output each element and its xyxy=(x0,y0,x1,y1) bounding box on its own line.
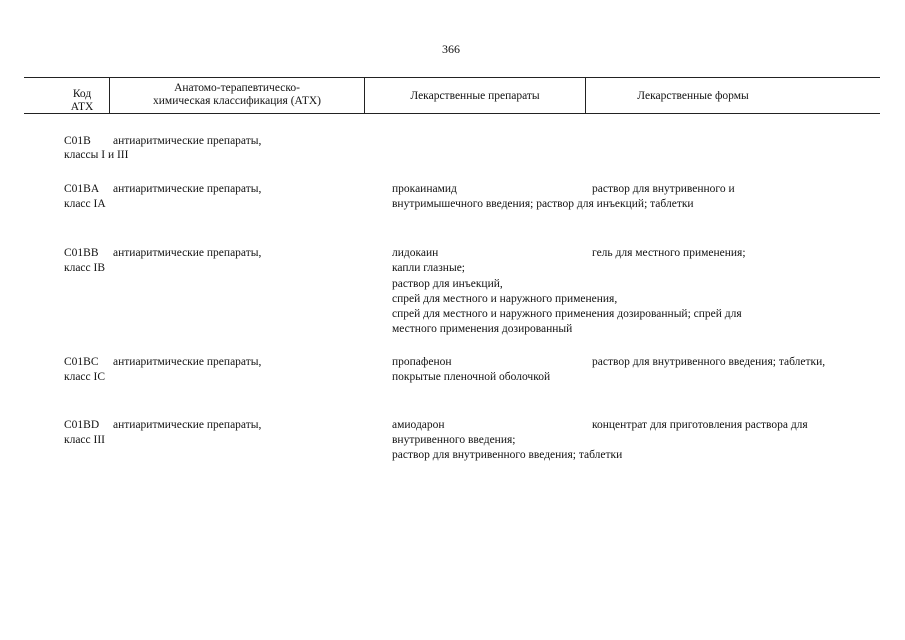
row-atc-name: антиаритмические препараты, xyxy=(113,419,262,431)
row-code: C01B xyxy=(64,135,91,147)
table-header-bottom-rule xyxy=(24,113,880,114)
row-drug: лидокаин xyxy=(392,247,439,259)
row-form-continuation: капли глазные; xyxy=(392,262,465,274)
row-form-continuation: покрытые пленочной оболочкой xyxy=(392,371,551,383)
row-class: класс IA xyxy=(64,198,106,210)
row-atc-name: антиаритмические препараты, xyxy=(113,183,262,195)
header-column-divider xyxy=(364,77,365,113)
row-form: раствор для внутривенного и xyxy=(592,183,735,195)
row-atc-name: антиаритмические препараты, xyxy=(113,247,262,259)
row-class: класс IC xyxy=(64,371,106,383)
row-form: концентрат для приготовления раствора для xyxy=(592,419,808,431)
row-form-continuation: внутривенного введения; xyxy=(392,434,516,446)
row-form-continuation: внутримышечного введения; раствор для инъекций; таблетки xyxy=(392,198,694,210)
row-code: C01BD xyxy=(64,419,100,431)
header-code-atc xyxy=(56,88,108,114)
row-form-continuation: местного применения дозированный xyxy=(392,323,573,335)
header-atc-line1: Анатомо-терапевтическо- xyxy=(174,82,300,94)
row-class: класс III xyxy=(64,434,106,446)
header-code-line1: Код xyxy=(72,88,92,100)
header-atc-line2: химическая классификация (АТХ) xyxy=(153,95,321,107)
row-form: раствор для внутривенного введения; таблетки, xyxy=(592,356,826,368)
header-forms: Лекарственные формы xyxy=(637,90,749,102)
row-drug: прокаинамид xyxy=(392,183,457,195)
row-class: классы I и III xyxy=(64,149,129,161)
row-form-continuation: спрей для местного и наружного применения, xyxy=(392,293,618,305)
row-code: C01BB xyxy=(64,247,99,259)
row-form: гель для местного применения; xyxy=(592,247,746,259)
row-drug: пропафенон xyxy=(392,356,452,368)
header-code-line2: АТХ xyxy=(70,101,94,113)
row-atc-name: антиаритмические препараты, xyxy=(113,135,262,147)
header-atc-classification xyxy=(112,82,362,108)
row-code: C01BC xyxy=(64,356,99,368)
header-drugs: Лекарственные препараты xyxy=(410,90,540,102)
row-atc-name: антиаритмические препараты, xyxy=(113,356,262,368)
row-form-continuation: раствор для инъекций, xyxy=(392,278,503,290)
row-code: C01BA xyxy=(64,183,100,195)
row-class: класс IB xyxy=(64,262,106,274)
page-number: 366 xyxy=(442,42,460,56)
row-form-continuation: раствор для внутривенного введения; таблетки xyxy=(392,449,623,461)
table-header-top-rule xyxy=(24,77,880,78)
header-column-divider xyxy=(109,77,110,113)
row-drug: амиодарон xyxy=(392,419,445,431)
row-form-continuation: спрей для местного и наружного применения дозированный; спрей для xyxy=(392,308,742,320)
